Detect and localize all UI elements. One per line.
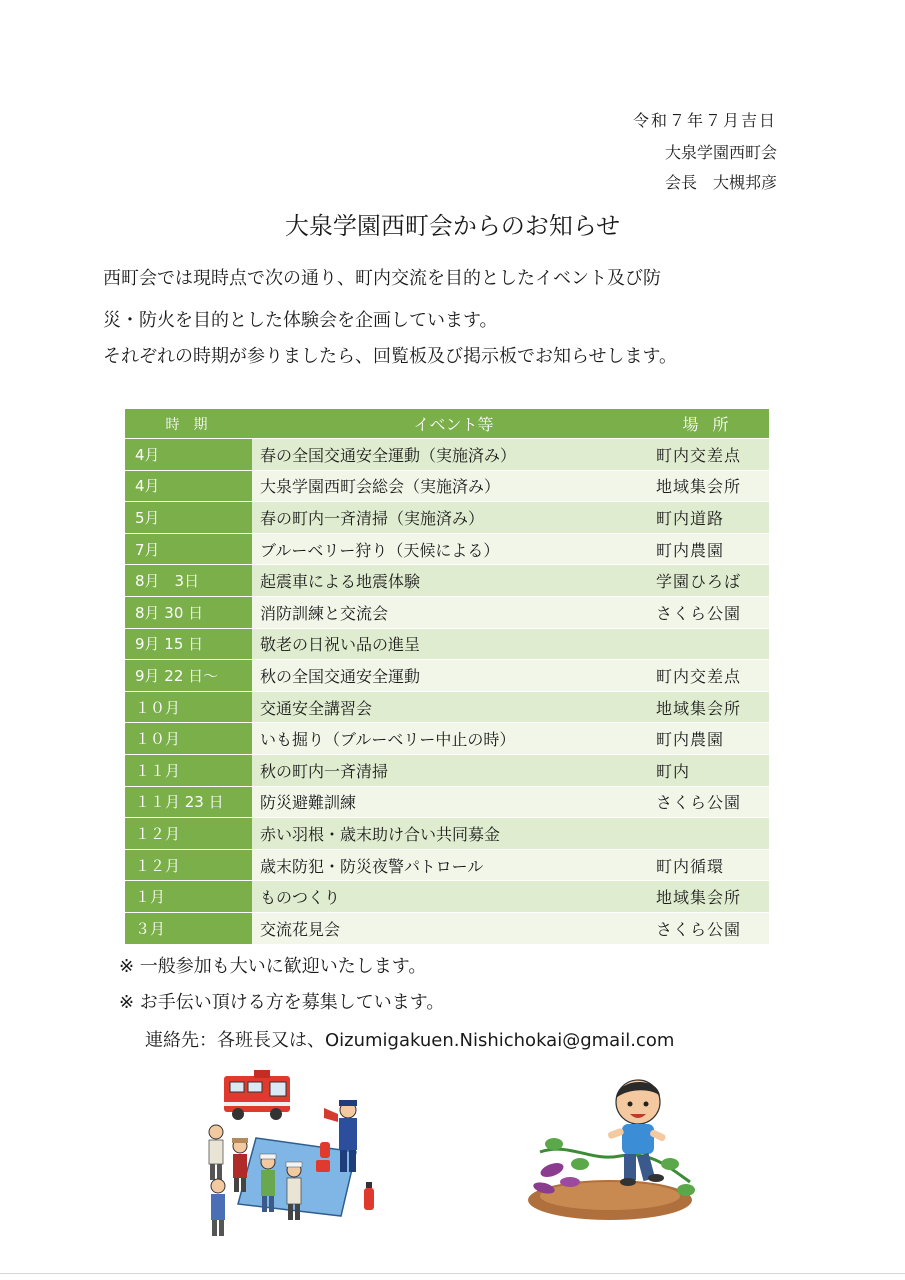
table-row <box>125 565 769 597</box>
intro-line: 災・防火を目的とした体験会を企画しています。 <box>103 310 498 331</box>
row-place <box>647 629 769 660</box>
row-place: 町内交差点 <box>656 445 742 465</box>
table-row <box>125 629 769 661</box>
notice-title: 大泉学園西町会からのお知らせ <box>284 212 621 240</box>
row-place: さくら公園 <box>656 919 742 939</box>
row-event: 敬老の日祝い品の進呈 <box>260 635 421 655</box>
row-event: いも掘り（ブルーベリー中止の時） <box>260 730 516 750</box>
fire-drill-illustration <box>196 1068 386 1243</box>
boy-icon <box>607 1080 666 1186</box>
organization-name: 大泉学園西町会 <box>664 143 777 162</box>
table-row <box>125 881 769 913</box>
row-event: 消防訓練と交流会 <box>260 603 389 623</box>
row-place: 地域集会所 <box>656 477 742 497</box>
row-period: 8月 3日 <box>125 565 252 596</box>
row-event: 防災避難訓練 <box>260 793 357 813</box>
row-event: 秋の町内一斉清掃 <box>260 761 389 781</box>
table-row <box>125 818 769 850</box>
row-period: １２月 <box>125 850 252 881</box>
table-row <box>125 723 769 755</box>
header-event: イベント等 <box>413 415 494 434</box>
intro-line: それぞれの時期が参りましたら、回覧板及び掲示板でお知らせします。 <box>103 346 678 367</box>
row-event: 交通安全講習会 <box>260 698 373 718</box>
row-period: 9月 22 日～ <box>125 660 252 691</box>
row-period: １１月 23 日 <box>125 787 252 818</box>
row-place: 町内農園 <box>656 730 725 750</box>
table-row <box>125 755 769 787</box>
row-period: 4月 <box>125 439 252 470</box>
row-place: 町内交差点 <box>656 666 742 686</box>
row-place: 学園ひろば <box>656 572 742 592</box>
fire-truck-icon <box>224 1070 290 1120</box>
potato-digging-illustration <box>520 1072 700 1222</box>
row-event: 春の全国交通安全運動（実施済み） <box>260 445 517 465</box>
row-place: 町内道路 <box>656 508 725 528</box>
row-place <box>647 818 769 849</box>
table-row <box>125 471 769 503</box>
table-row <box>125 787 769 819</box>
table-row <box>125 502 769 534</box>
table-row <box>125 597 769 629</box>
row-event: 秋の全国交通安全運動 <box>260 666 421 686</box>
row-period: 5月 <box>125 502 252 533</box>
row-event: ものつくり <box>260 888 341 908</box>
header-period: 時期 <box>165 416 222 433</box>
row-event: 歳末防犯・防災夜警パトロール <box>260 856 484 876</box>
row-place: 町内 <box>656 761 691 781</box>
row-place: 地域集会所 <box>656 698 742 718</box>
table-row <box>125 660 769 692</box>
table-row <box>125 850 769 882</box>
notice-date: 令和７年７月吉日 <box>632 111 777 130</box>
scan-edge-line <box>0 1273 905 1274</box>
row-period: １０月 <box>125 692 252 723</box>
table-row <box>125 439 769 471</box>
table-row <box>125 913 769 945</box>
note-general-welcome: ※ 一般参加も大いに歓迎いたします。 <box>119 956 427 977</box>
event-schedule-table <box>125 409 769 945</box>
row-period: １月 <box>125 881 252 912</box>
row-place: 町内循環 <box>656 856 725 876</box>
intro-line: 西町会では現時点で次の通り、町内交流を目的としたイベント及び防 <box>103 268 661 289</box>
row-period: 8月 30 日 <box>125 597 252 628</box>
row-event: 大泉学園西町会総会（実施済み） <box>260 477 501 497</box>
row-place: 町内農園 <box>656 540 725 560</box>
row-event: 交流花見会 <box>260 919 341 939</box>
row-period: 7月 <box>125 534 252 565</box>
soil-mound-icon <box>528 1180 692 1220</box>
row-event: 赤い羽根・歳末助け合い共同募金 <box>260 824 501 844</box>
row-period: １１月 <box>125 755 252 786</box>
row-place: さくら公園 <box>656 793 742 813</box>
row-period: １２月 <box>125 818 252 849</box>
row-period: ３月 <box>125 913 252 944</box>
row-period: 9月 15 日 <box>125 629 252 660</box>
header-place: 場所 <box>682 415 743 434</box>
row-event: 起震車による地震体験 <box>260 572 421 592</box>
note-volunteers-wanted: ※ お手伝い頂ける方を募集しています。 <box>119 992 445 1013</box>
chairperson-name: 会長 大槻邦彦 <box>664 173 777 192</box>
contact-info: 連絡先：各班長又は、Oizumigakuen.Nishichokai@gmail.com <box>145 1030 675 1051</box>
table-header-row <box>125 409 769 439</box>
row-place: さくら公園 <box>656 603 742 623</box>
row-place: 地域集会所 <box>656 888 742 908</box>
row-period: １０月 <box>125 723 252 754</box>
row-event: 春の町内一斉清掃（実施済み） <box>260 508 485 528</box>
row-event: ブルーベリー狩り（天候による） <box>260 540 500 560</box>
row-period: 4月 <box>125 471 252 502</box>
table-row <box>125 534 769 566</box>
table-row <box>125 692 769 724</box>
